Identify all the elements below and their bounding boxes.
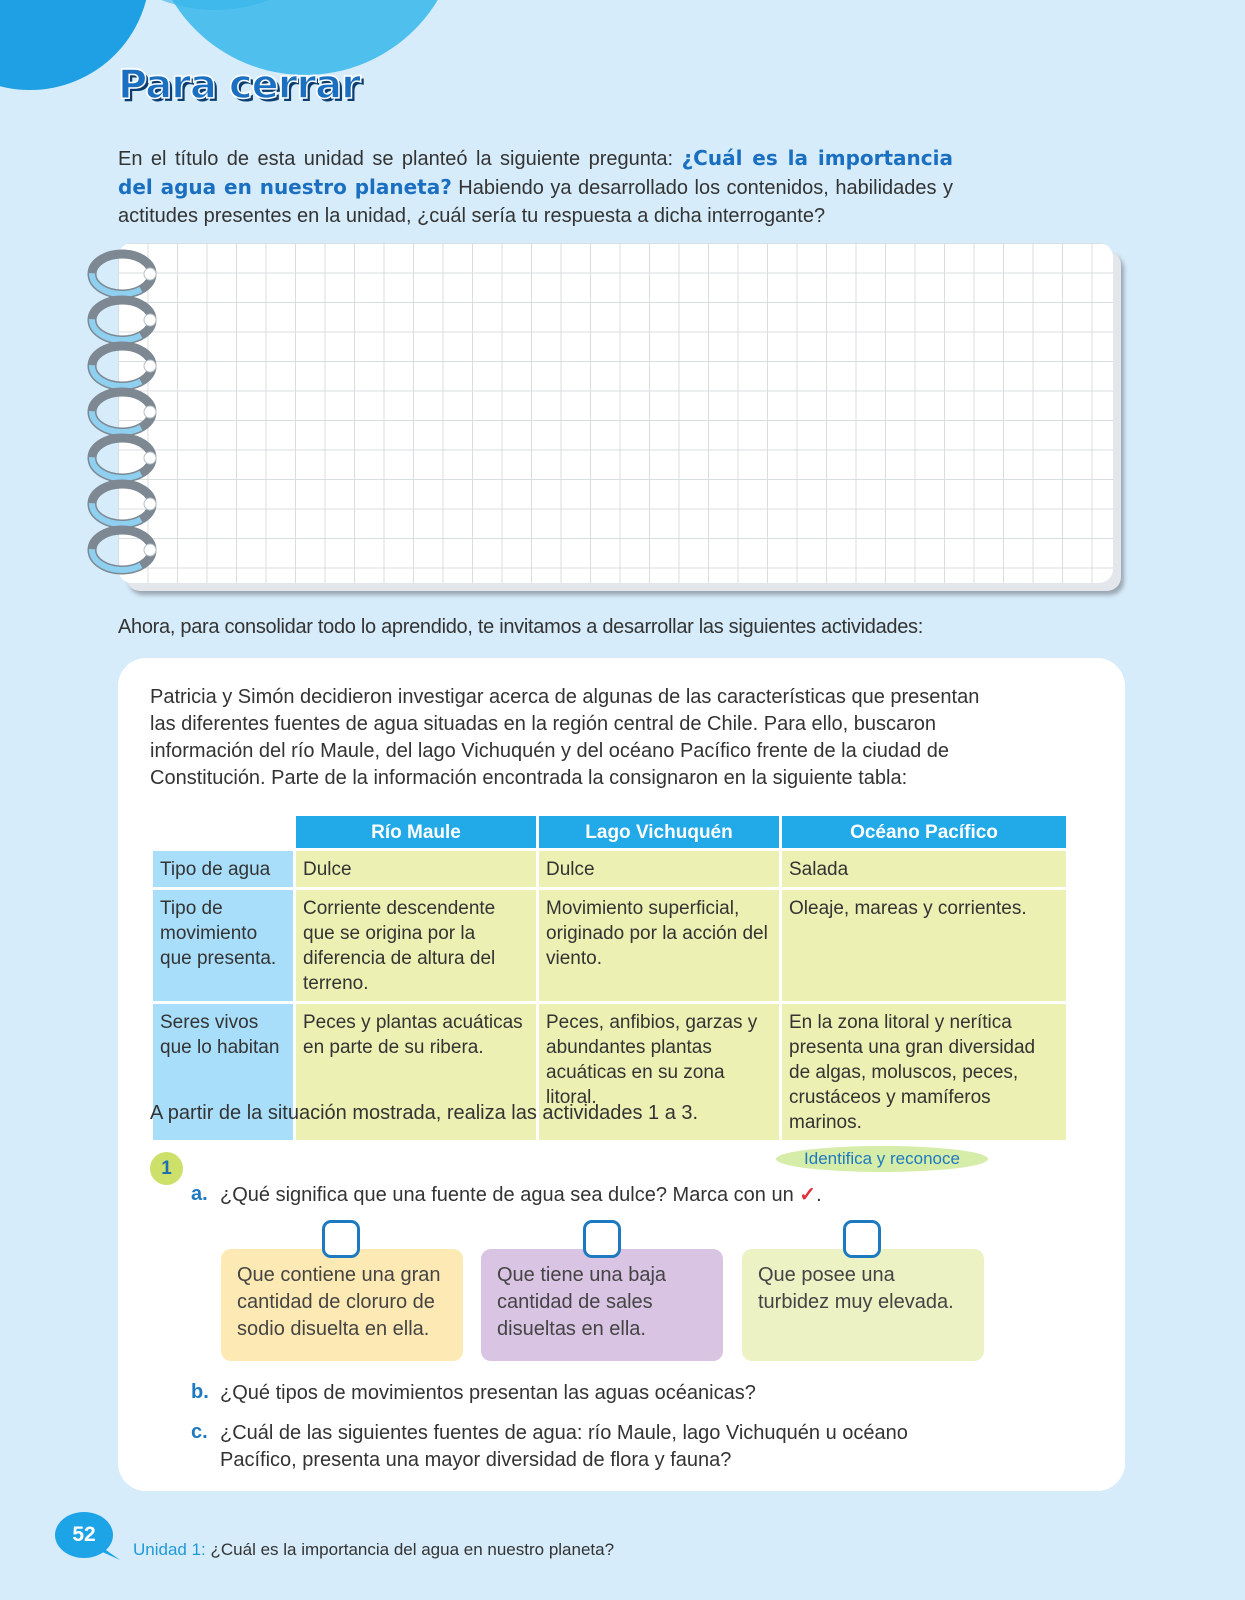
table-header-row [152, 815, 1068, 850]
column-header: Río Maule [295, 815, 538, 850]
table-row [152, 889, 1068, 1003]
question-c-text: ¿Cuál de las siguientes fuentes de agua: río Maule, lago Vichuquén u océano Pacífico, presenta una mayor diversidad de flora y fauna? [220, 1422, 908, 1471]
consolidate-text: Ahora, para consolidar todo lo aprendido, te invitamos a desarrollar las siguientes actividades: [118, 616, 924, 638]
question-b-text: ¿Qué tipos de movimientos presentan las aguas océanicas? [220, 1382, 756, 1404]
option-card: Que contiene una gran cantidad de cloruro de sodio disuelta en ella. [221, 1249, 463, 1361]
table-cell: Peces y plantas acuáticas en parte de su ribera. [295, 1003, 538, 1142]
option-2-checkbox[interactable] [583, 1220, 621, 1258]
table-cell: Peces, anfibios, garzas y abundantes plantas acuáticas en su zona litoral. [538, 1003, 781, 1142]
intro-lead: En el título de esta unidad se planteó la siguiente pregunta: [118, 148, 674, 170]
checkmark-icon: ✓ [799, 1184, 817, 1206]
activities-instruction: A partir de la situación mostrada, realiza las actividades 1 a 3. [150, 1102, 699, 1124]
footer-unit-label: Unidad 1: [133, 1540, 206, 1559]
unit-question: ¿Cuál es la importancia del agua en nuestro planeta? [118, 146, 953, 199]
question-b-letter: b. [191, 1381, 209, 1403]
activity-number-badge: 1 [150, 1152, 183, 1185]
option-card: Que tiene una baja cantidad de sales disueltas en ella. [481, 1249, 723, 1361]
table-cell: Oleaje, mareas y corrientes. [781, 889, 1068, 1003]
question-c-letter: c. [191, 1421, 208, 1443]
column-header: Océano Pacífico [781, 815, 1068, 850]
answer-notebook[interactable] [118, 243, 1113, 583]
skill-tag: Identifica y reconoce [776, 1146, 988, 1172]
table-cell: Movimiento superficial, originado por la acción del viento. [538, 889, 781, 1003]
situation-text: Patricia y Simón decidieron investigar acerca de algunas de las características que presentan las diferentes fuentes de agua situadas en la región central de Chile. Para ello, buscaron información del río Maule, del lago Vichuquén y del océano Pacífico frente de la ciudad de Constitución. Parte de la información encontrada la consignaron en la siguiente tabla: [150, 686, 980, 789]
footer [133, 1540, 614, 1560]
option-card: Que posee una turbidez muy elevada. [742, 1249, 984, 1361]
question-a-body: ¿Qué significa que una fuente de agua sea dulce? Marca con un [220, 1184, 794, 1206]
table-row [152, 850, 1068, 889]
table-corner [152, 815, 295, 850]
table-cell: Corriente descendente que se origina por la diferencia de altura del terreno. [295, 889, 538, 1003]
table-cell: Dulce [295, 850, 538, 889]
question-a-text [220, 1182, 822, 1209]
option-1-checkbox[interactable] [322, 1220, 360, 1258]
intro-paragraph [118, 144, 953, 230]
option-3-checkbox[interactable] [843, 1220, 881, 1258]
page-number: 52 [55, 1512, 113, 1558]
notebook-spiral-icon [84, 248, 164, 578]
row-header: Tipo de movimiento que presenta. [152, 889, 295, 1003]
page-title: Para cerrar [118, 62, 360, 108]
table-cell: Dulce [538, 850, 781, 889]
row-header: Seres vivos que lo habitan [152, 1003, 295, 1142]
water-sources-table [150, 813, 1069, 1143]
footer-unit-title: ¿Cuál es la importancia del agua en nuestro planeta? [210, 1540, 615, 1559]
column-header: Lago Vichuquén [538, 815, 781, 850]
row-header: Tipo de agua [152, 850, 295, 889]
table-cell: Salada [781, 850, 1068, 889]
intro-rest: Habiendo ya desarrollado los contenidos, habilidades y actitudes presentes en la unidad, ¿cuál sería tu respuesta a dicha interrogante? [118, 177, 953, 227]
question-a-letter: a. [191, 1183, 208, 1205]
question-a-end: . [816, 1184, 822, 1206]
table-cell: En la zona litoral y nerítica presenta una gran diversidad de algas, moluscos, peces, crustáceos y mamíferos marinos. [781, 1003, 1068, 1142]
